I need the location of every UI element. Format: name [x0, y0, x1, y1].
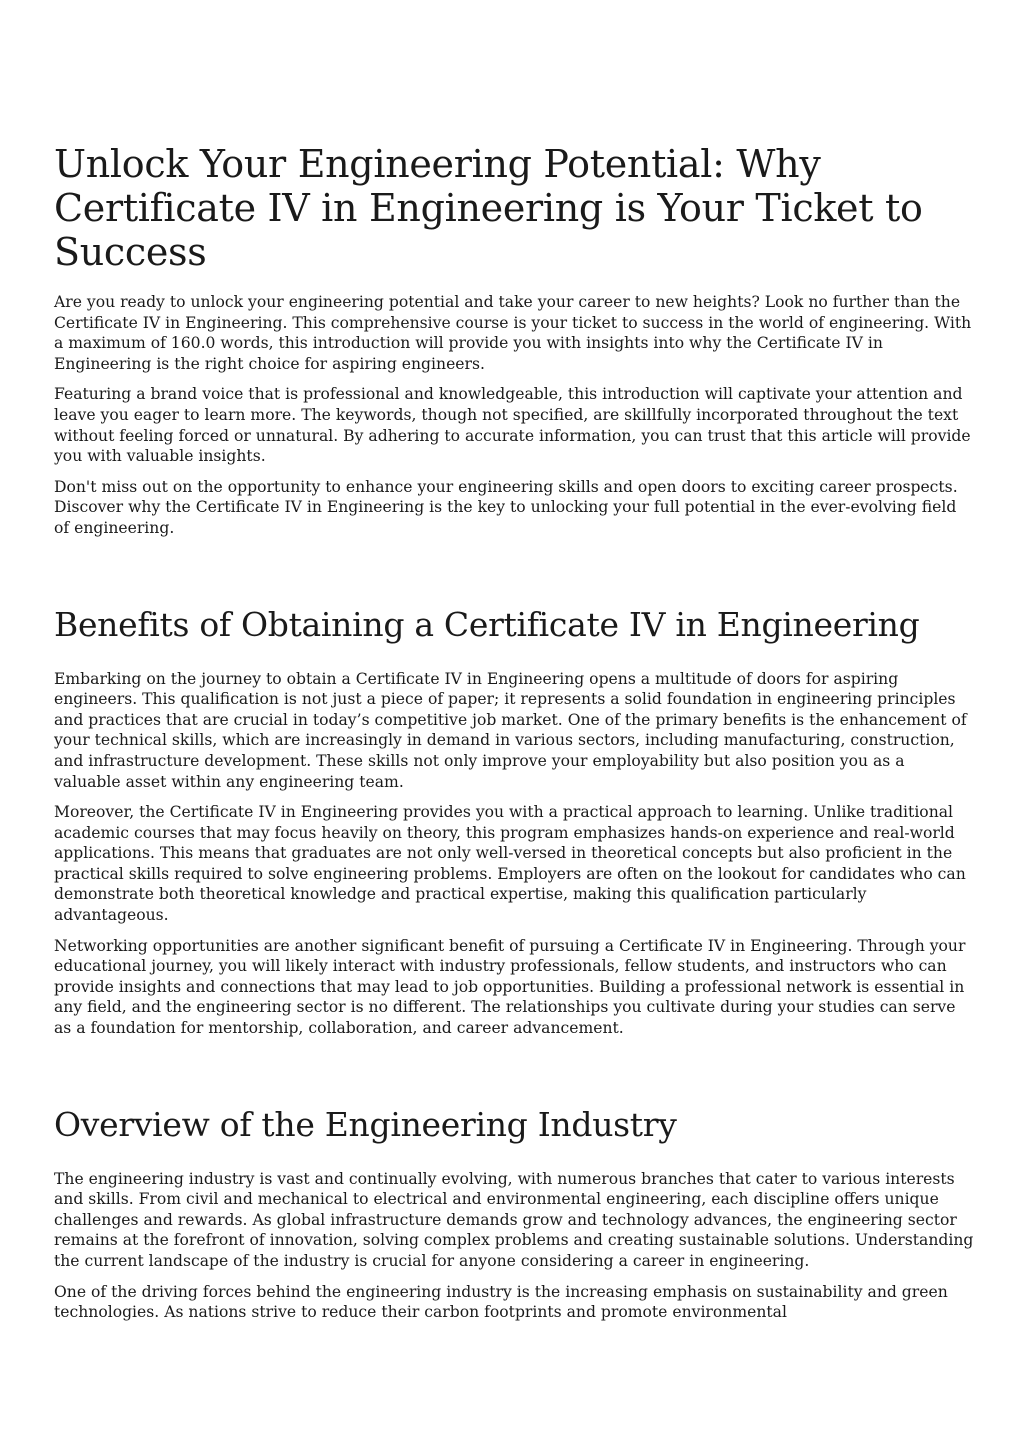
section-heading-overview: Overview of the Engineering Industry [54, 1104, 677, 1144]
article-title: Unlock Your Engineering Potential: Why Certificate IV in Engineering is Your Ticket to Success [54, 142, 923, 274]
overview-paragraph-1: The engineering industry is vast and continually evolving, with numerous branches that cater to various interests and skills. From civil and mechanical to electrical and environmental engineering, each discipline offers unique challenges and rewards. As global infrastructure demands grow and technology advances, the engineering sector remains at the forefront of innovation, solving complex problems and creating sustainable solutions. Understanding the current landscape of the industry is crucial for anyone considering a career in engineering. [54, 1169, 974, 1270]
document-page [54, 0, 974, 1323]
intro-paragraph-3: Don't miss out on the opportunity to enhance your engineering skills and open doors to exciting career prospects. Discover why the Certificate IV in Engineering is the key to unlocking your full potential in the ever-evolving field of engineering. [54, 477, 958, 537]
intro-paragraph-2: Featuring a brand voice that is professional and knowledgeable, this introduction will captivate your attention and leave you eager to learn more. The keywords, though not specified, are skillfully incorporated throughout the text without feeling forced or unnatural. By adhering to accurate information, you can trust that this article will provide you with valuable insights. [54, 385, 971, 466]
benefits-paragraph-2: Moreover, the Certificate IV in Engineering provides you with a practical approach to learning. Unlike traditional academic courses that may focus heavily on theory, this program emphasizes hands-on experience and real-world applications. This means that graduates are not only well-versed in theoretical concepts but also proficient in the practical skills required to solve engineering problems. Employers are often on the lookout for candidates who can demonstrate both theoretical knowledge and practical expertise, making this qualification particularly advantageous. [54, 803, 966, 925]
overview-paragraph-2: One of the driving forces behind the engineering industry is the increasing emphasis on sustainability and green technologies. As nations strive to reduce their carbon footprints and promote environmental [54, 1282, 948, 1322]
benefits-paragraph-3: Networking opportunities are another significant benefit of pursuing a Certificate IV in Engineering. Through your educational journey, you will likely interact with industry professionals, fellow students, and instructors who can provide insights and connections that may lead to job opportunities. Building a professional network is essential in any field, and the engineering sector is no different. The relationships you cultivate during your studies can serve as a foundation for mentorship, collaboration, and career advancement. [54, 936, 966, 1038]
benefits-paragraph-1: Embarking on the journey to obtain a Certificate IV in Engineering opens a multitude of doors for aspiring engineers. This qualification is not just a piece of paper; it represents a solid foundation in engineering principles and practices that are crucial in today’s competitive job market. One of the primary benefits is the enhancement of your technical skills, which are increasingly in demand in various sectors, including manufacturing, construction, and infrastructure development. These skills not only improve your employability but also position you as a valuable asset within any engineering team. [54, 669, 967, 791]
intro-paragraph-1: Are you ready to unlock your engineering potential and take your career to new heights? Look no further than the Certificate IV in Engineering. This comprehensive course is your ticket to success in the world of engineering. With a maximum of 160.0 words, this introduction will provide you with insights into why the Certificate IV in Engineering is the right choice for aspiring engineers. [54, 293, 972, 373]
section-heading-benefits: Benefits of Obtaining a Certificate IV in Engineering [54, 604, 920, 644]
